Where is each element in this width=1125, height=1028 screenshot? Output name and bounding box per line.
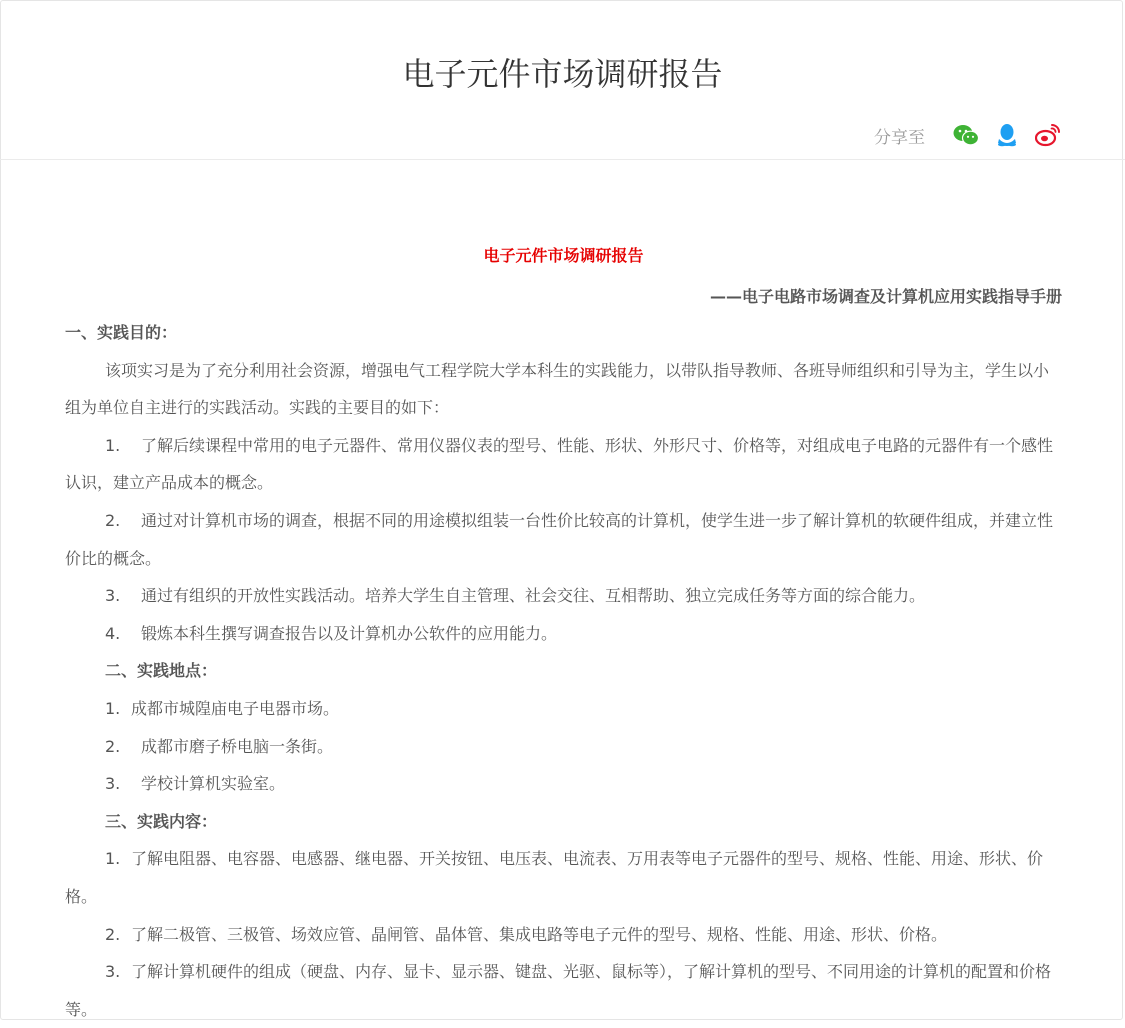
section-heading-purpose: 一、实践目的： — [65, 323, 178, 342]
list-item-text: 了解后续课程中常用的电子元器件、常用仪器仪表的型号、性能、形状、外形尺寸、价格等，对组成电子电路的元器件有一个感性认识，建立产品成本的概念。 — [65, 435, 1054, 493]
list-item-number: 1. — [105, 435, 121, 455]
weibo-icon[interactable] — [1034, 121, 1062, 149]
list-item-text: 了解二极管、三极管、场效应管、晶闸管、晶体管、集成电路等电子元件的型号、规格、性能、用途、形状、价格。 — [131, 924, 948, 944]
list-item — [65, 840, 1062, 915]
list-item-number: 3. — [105, 962, 121, 982]
list-item — [65, 427, 1062, 502]
list-item-text: 锻炼本科生撰写调查报告以及计算机办公软件的应用能力。 — [141, 623, 558, 643]
list-item — [65, 615, 1062, 653]
list-item — [65, 953, 1062, 1028]
list-item-number: 2. — [105, 510, 121, 530]
document-subtitle: ——电子电路市场调查及计算机应用实践指导手册 — [709, 287, 1062, 306]
list-item-text: 成都市城隍庙电子电器市场。 — [131, 698, 340, 718]
qq-icon[interactable] — [993, 121, 1021, 149]
list-item-number: 3. — [105, 774, 121, 794]
article-header — [0, 0, 1125, 160]
list-item-text: 成都市磨子桥电脑一条街。 — [141, 736, 334, 756]
section-heading-location: 二、实践地点： — [105, 661, 218, 681]
page-title: 电子元件市场调研报告 — [402, 55, 723, 93]
list-item-number: 1. — [105, 849, 121, 869]
list-item — [65, 502, 1062, 577]
list-item-number: 2. — [105, 924, 121, 944]
list-item-text: 通过有组织的开放性实践活动。培养大学生自主管理、社会交往、互相帮助、独立完成任务等方面的综合能力。 — [141, 586, 926, 606]
list-item — [65, 577, 1062, 615]
list-item — [65, 765, 1062, 803]
list-item-text: 通过对计算机市场的调查，根据不同的用途模拟组装一台性价比较高的计算机，使学生进一步了解计算机的软硬件组成，并建立性价比的概念。 — [65, 510, 1054, 568]
list-item-text: 了解电阻器、电容器、电感器、继电器、开关按钮、电压表、电流表、万用表等电子元器件的型号、规格、性能、用途、形状、价格。 — [65, 849, 1044, 906]
list-item-number: 3. — [105, 586, 121, 606]
list-item — [65, 690, 1062, 728]
list-item-number: 1. — [105, 698, 121, 718]
section-heading-content: 三、实践内容： — [105, 811, 218, 831]
list-item-number: 4. — [105, 623, 121, 643]
list-item-text: 学校计算机实验室。 — [141, 774, 286, 794]
section-intro-paragraph: 该项实习是为了充分利用社会资源，增强电气工程学院大学本科生的实践能力，以带队指导教师、各班导师组织和引导为主，学生以小组为单位自主进行的实践活动。实践的主要目的如下： — [65, 360, 1050, 418]
list-item — [65, 728, 1062, 766]
list-item-text: 了解计算机硬件的组成（硬盘、内存、显卡、显示器、键盘、光驱、鼠标等），了解计算机的型号、不同用途的计算机的配置和价格等。 — [65, 962, 1052, 1019]
list-item — [65, 916, 1062, 954]
document-title: 电子元件市场调研报告 — [483, 246, 644, 265]
share-bar — [874, 120, 1062, 150]
article-body — [65, 240, 1062, 1028]
wechat-icon[interactable] — [952, 121, 980, 149]
list-item-number: 2. — [105, 736, 121, 756]
share-label: 分享至 — [874, 127, 925, 148]
